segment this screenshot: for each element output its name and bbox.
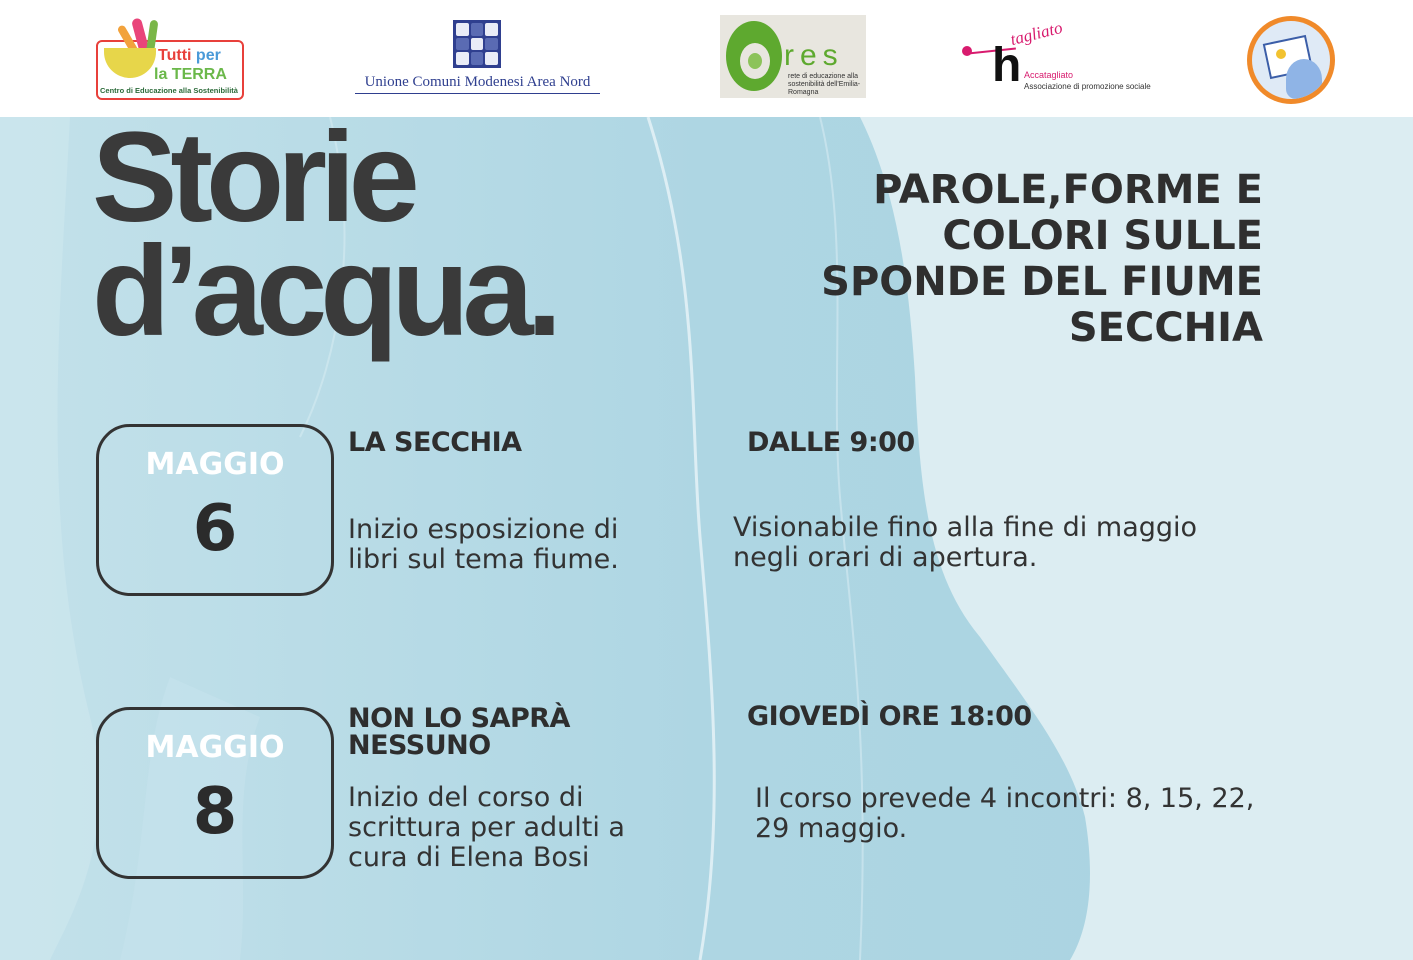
butterfly-icon bbox=[1276, 49, 1286, 59]
pink-dot-icon bbox=[962, 46, 972, 56]
event-description: Inizio del corso di scrittura per adulti a cura di Elena Bosi bbox=[348, 782, 625, 873]
date-day: 8 bbox=[192, 775, 238, 849]
logo-text-line2: la TERRA bbox=[154, 66, 227, 83]
logo-text-per: per bbox=[195, 47, 221, 64]
res-logo bbox=[720, 15, 866, 98]
association-name: Accatagliato bbox=[1024, 70, 1074, 80]
poster-title bbox=[92, 117, 556, 363]
logo-inner bbox=[1252, 21, 1330, 99]
child-icon bbox=[1286, 59, 1322, 99]
event-details: Visionabile fino alla fine di maggio negli orari di apertura. bbox=[733, 512, 1198, 573]
event-poster bbox=[0, 117, 1413, 960]
event-title: NON LO SAPRÀ NESSUNO bbox=[348, 703, 570, 761]
event-title: LA SECCHIA bbox=[348, 427, 522, 458]
unione-name: Unione Comuni Modenesi Area Nord bbox=[355, 74, 600, 94]
logo-script-text: tagliato bbox=[1008, 17, 1065, 50]
spiral-core bbox=[748, 53, 762, 69]
logo-text-line1 bbox=[158, 48, 221, 64]
event-details: Il corso prevede 4 incontri: 8, 15, 22, 29 maggio. bbox=[755, 783, 1255, 844]
coat-of-arms-icon bbox=[453, 20, 501, 68]
event-description: Inizio esposizione di libri sul tema fiume. bbox=[348, 514, 619, 575]
event-time: DALLE 9:00 bbox=[747, 427, 915, 458]
tutti-per-la-terra-logo bbox=[96, 18, 244, 100]
poster-subtitle: PAROLE,FORME E COLORI SULLE SPONDE DEL FIUME SECCHIA bbox=[821, 167, 1263, 351]
accatagliato-logo bbox=[962, 17, 1152, 95]
date-month: MAGGIO bbox=[145, 730, 285, 765]
res-tagline: rete di educazione alla sostenibilità dell'Emilia-Romagna bbox=[788, 73, 861, 96]
logo-bar bbox=[0, 0, 1413, 117]
date-day: 6 bbox=[192, 492, 238, 566]
logo-text-tutti: Tutti bbox=[158, 47, 192, 64]
logo-letter-h: h bbox=[992, 39, 1022, 92]
title-line-2: d’acqua. bbox=[92, 220, 556, 363]
unione-comuni-logo bbox=[355, 20, 600, 95]
event-time: GIOVEDÌ ORE 18:00 bbox=[747, 701, 1032, 732]
association-subtitle: Associazione di promozione sociale bbox=[1024, 82, 1151, 91]
res-word: res bbox=[784, 39, 844, 72]
date-badge bbox=[96, 424, 334, 596]
date-month: MAGGIO bbox=[145, 447, 285, 482]
title-line-1: Storie bbox=[92, 117, 413, 249]
date-badge bbox=[96, 707, 334, 879]
logo-tagline: Centro di Educazione alla Sostenibilità bbox=[100, 86, 238, 95]
child-reading-logo bbox=[1247, 16, 1335, 104]
